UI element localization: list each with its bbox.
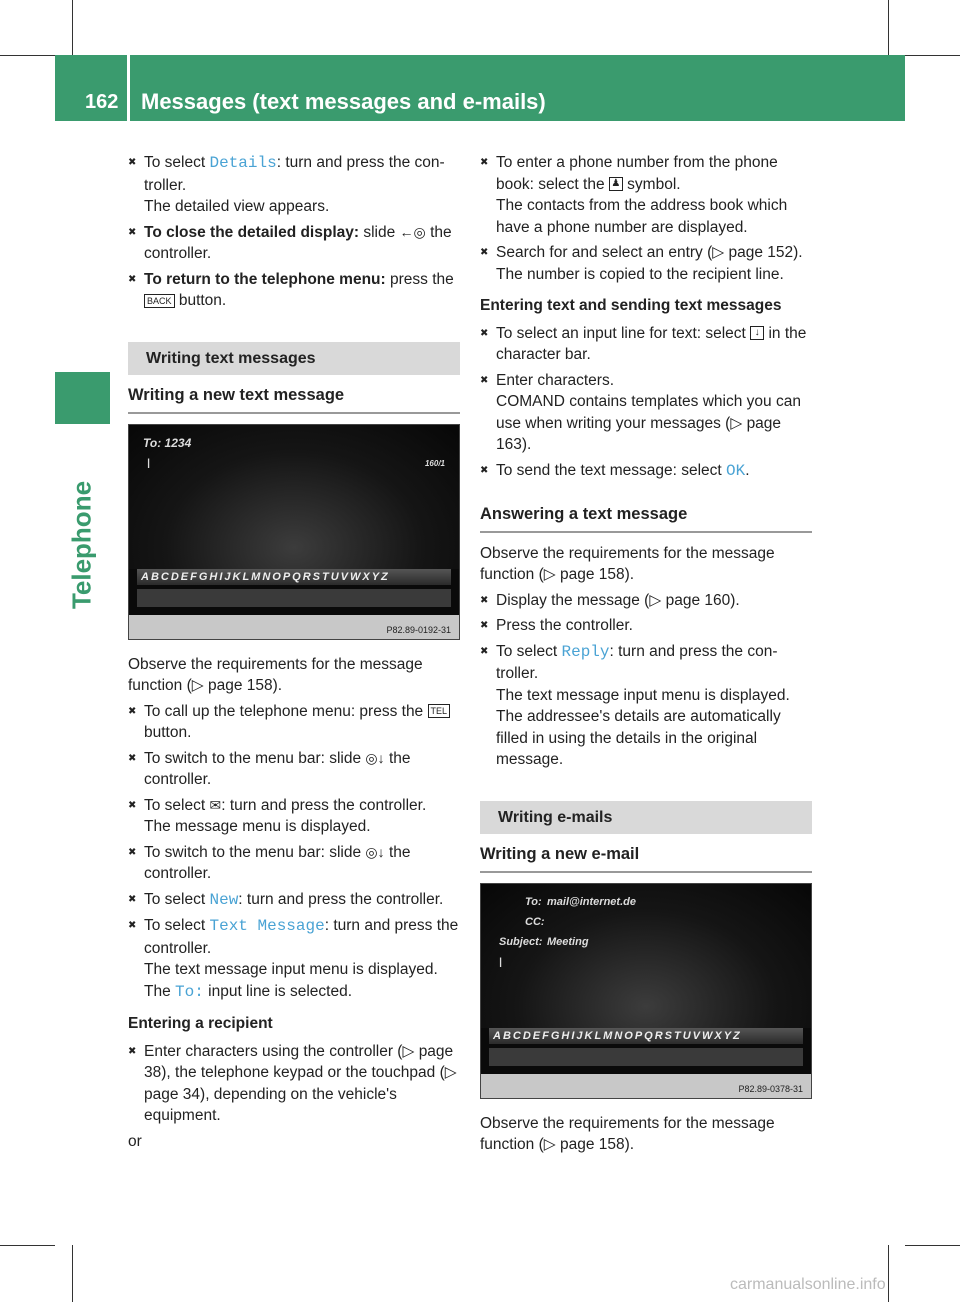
- page-ref-icon: ▷: [649, 591, 662, 609]
- right-column: [480, 152, 812, 1160]
- subsection-heading: Writing a new text message: [128, 385, 460, 414]
- subheading: Entering text and sending text messages: [480, 297, 782, 314]
- list-item: ✖ To switch to the menu bar: slide ◎↓ the controller.: [128, 748, 460, 791]
- subsection-heading: Writing a new e-mail: [480, 844, 812, 873]
- tel-button-icon: TEL: [428, 704, 451, 718]
- crop-mark: [0, 1245, 55, 1246]
- back-button-icon: BACK: [144, 294, 175, 308]
- page-ref-icon: ▷: [191, 677, 204, 694]
- left-column: [128, 152, 460, 1156]
- list-item: ✖ To enter a phone number from the phone book: select the ♟ symbol. The contacts from the address book which have a phone number are displayed.: [480, 152, 812, 238]
- ui-term: Reply: [561, 642, 610, 661]
- paragraph: Observe the requirements for the message function (▷ page 158).: [480, 544, 775, 583]
- watermark: carmanualsonline.info: [730, 1276, 886, 1293]
- list-item: ✖ Display the message (▷ page 160).: [480, 590, 812, 612]
- menu-bar: [489, 1048, 803, 1066]
- list-item: ✖ To send the text message: select OK.: [480, 460, 812, 483]
- ui-term: OK: [726, 461, 746, 480]
- character-bar: ABCDEFGHIJKLMNOPQRSTUVWXYZ: [137, 569, 451, 585]
- crop-mark: [888, 0, 889, 55]
- menu-bar: [137, 589, 451, 607]
- crop-mark: [905, 1245, 960, 1246]
- list-item: ✖ Press the controller.: [480, 615, 812, 637]
- section-heading: Writing e-mails: [480, 801, 812, 835]
- crop-mark: [72, 1245, 73, 1302]
- char-counter: 160/1: [424, 458, 445, 468]
- side-tab: [55, 372, 110, 424]
- list-item: ✖ To select ✉: turn and press the controller. The message menu is displayed.: [128, 795, 460, 838]
- page-ref-icon: ▷: [444, 1064, 457, 1081]
- list-item: ✖ To select Reply: turn and press the con-troller. The text message input menu is displayed. The addressee's details are automatically filled in using the details in the original message.: [480, 641, 812, 771]
- list-item: ✖ Enter characters. COMAND contains templates which you can use when writing your messages (▷ page 163).: [480, 370, 812, 456]
- crop-mark: [905, 55, 960, 56]
- list-item: ✖ To switch to the menu bar: slide ◎↓ the controller.: [128, 842, 460, 885]
- subsection-heading: Answering a text message: [480, 504, 812, 533]
- envelope-icon: ✉: [209, 796, 222, 813]
- slide-down-controller-icon: ◎↓: [365, 749, 385, 766]
- list-item: ✖ Search for and select an entry (▷ page 152). The number is copied to the recipient line.: [480, 242, 812, 285]
- crop-mark: [72, 0, 73, 55]
- page-header: [55, 55, 905, 121]
- list-item: ✖ To select Text Message: turn and press the controller. The text message input menu is displayed. The To: input line is selected.: [128, 915, 460, 1003]
- to-label: To:: [525, 895, 542, 908]
- ui-term: Text Message: [209, 917, 325, 935]
- figure-caption: P82.89-0378-31: [481, 1074, 811, 1098]
- crop-mark: [0, 55, 55, 56]
- subject-label: Subject:: [499, 935, 543, 948]
- side-label: Telephone: [66, 480, 97, 610]
- list-item: ✖ To return to the telephone menu: press the BACK button.: [128, 269, 460, 312]
- ui-term: New: [209, 890, 239, 909]
- page-ref-icon: ▷: [730, 414, 743, 432]
- figure-caption: P82.89-0192-31: [129, 615, 459, 639]
- section-heading: Writing text messages: [128, 342, 460, 376]
- list-item: ✖ To select an input line for text: select ↓ in the character bar.: [480, 323, 812, 366]
- person-icon: ♟: [609, 177, 623, 191]
- to-field: To: 1234: [143, 435, 192, 450]
- screenshot-email: [480, 883, 812, 1099]
- list-item: ✖ To call up the telephone menu: press the TEL button.: [128, 701, 460, 744]
- screenshot-text-message: [128, 424, 460, 640]
- to-value: mail@internet.de: [547, 895, 636, 908]
- subheading: Entering a recipient: [128, 1015, 273, 1032]
- slide-down-controller-icon: ◎↓: [365, 843, 385, 860]
- page-ref-icon: ▷: [712, 244, 725, 261]
- paragraph: Observe the requirements for the message function (▷ page 158).: [128, 655, 423, 694]
- cc-label: CC:: [525, 915, 545, 928]
- ui-term: Details: [209, 154, 277, 172]
- cursor: |: [147, 457, 150, 469]
- character-bar: ABCDEFGHIJKLMNOPQRSTUVWXYZ: [489, 1028, 803, 1044]
- page-number: 162: [85, 91, 119, 113]
- list-item: ✖ Enter characters using the controller (▷ page 38), the telephone keypad or the touchpad (▷ page 34), depending on the vehicle's equipment.: [128, 1041, 460, 1127]
- list-item: ✖ To close the detailed display: slide ←◎ the controller.: [128, 222, 460, 265]
- page-ref-icon: ▷: [543, 1136, 556, 1153]
- slide-left-controller-icon: ←◎: [399, 223, 426, 240]
- page-ref-icon: ▷: [543, 566, 556, 583]
- header-divider: [127, 55, 130, 121]
- subject-value: Meeting: [547, 935, 589, 948]
- list-item: ✖ To select Details: turn and press the con-troller. The detailed view appears.: [128, 152, 460, 218]
- paragraph: or: [128, 1132, 142, 1150]
- list-item: ✖ To select New: turn and press the controller.: [128, 889, 460, 912]
- arrow-down-icon: ↓: [750, 326, 764, 340]
- paragraph: Observe the requirements for the message function (▷ page 158).: [480, 1114, 775, 1153]
- crop-mark: [888, 1245, 889, 1302]
- cursor: |: [499, 956, 502, 968]
- page-ref-icon: ▷: [402, 1042, 415, 1060]
- page-title: Messages (text messages and e-mails): [141, 89, 546, 114]
- ui-term: To:: [175, 982, 204, 1001]
